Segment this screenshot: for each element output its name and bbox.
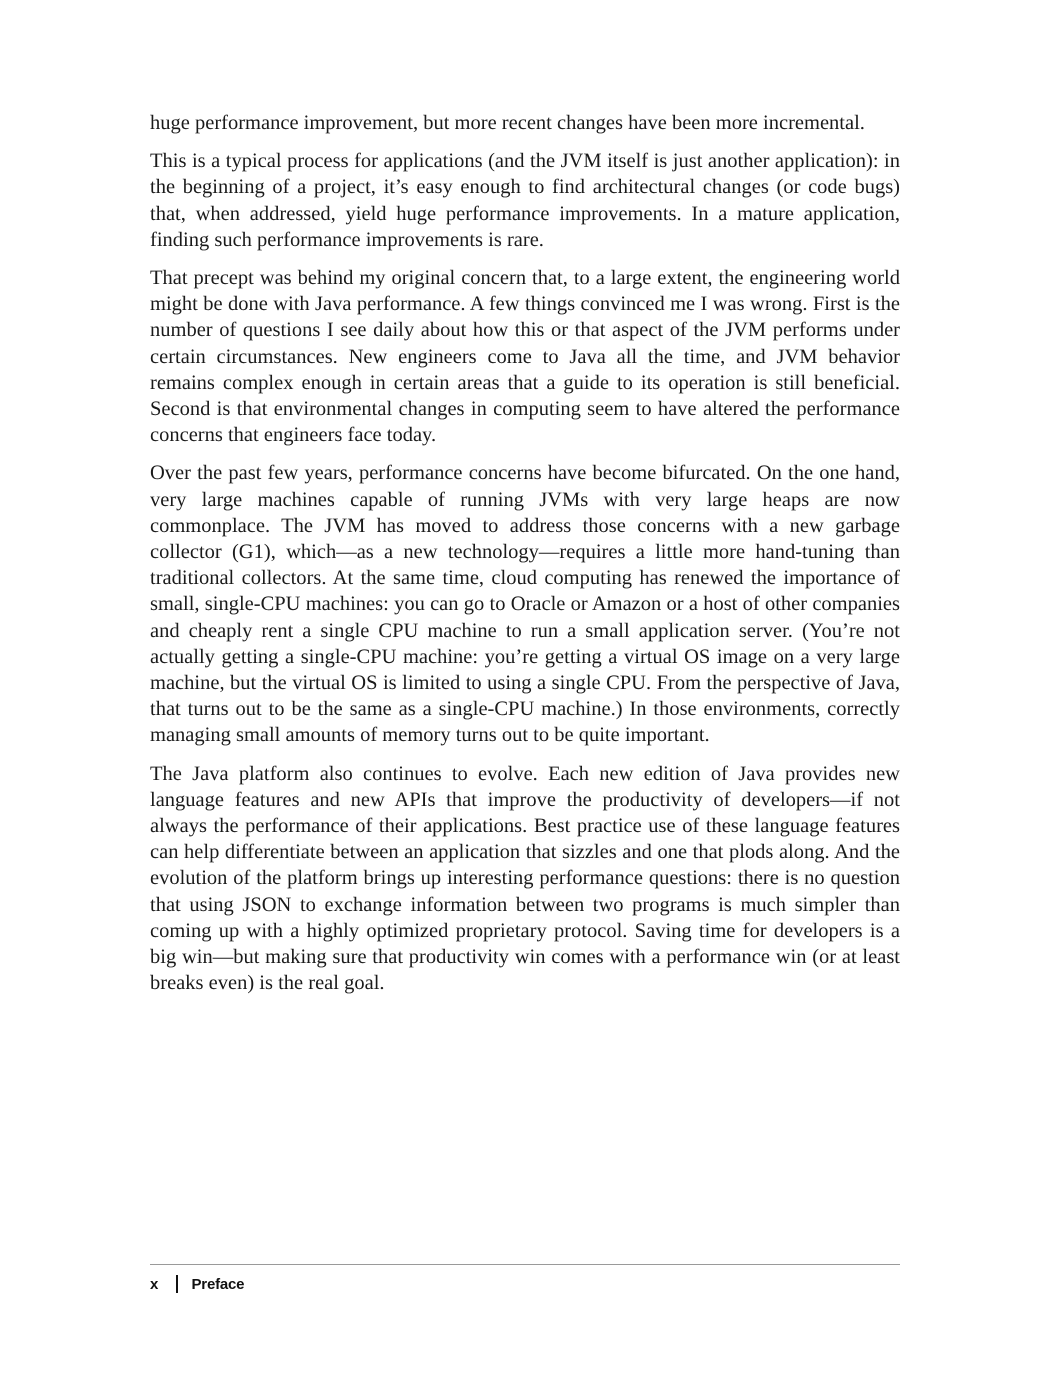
footer-separator (176, 1275, 178, 1293)
page-body (150, 110, 900, 1009)
paragraph: That precept was behind my original concern that, to a large extent, the engineering world might be done with Java performance. A few things convinced me I was wrong. First is the number of questions I see daily about how this or that aspect of the JVM performs under certain circumstances. New engineers come to Java all the time, and JVM behavior remains complex enough in certain areas that a guide to its operation is still beneficial. Second is that environmental changes in computing seem to have altered the performance concerns that engineers face today. (150, 267, 900, 447)
paragraph: Over the past few years, performance concerns have become bifurcated. On the one hand, very large machines capable of running JVMs with very large heaps are now commonplace. The JVM has moved to address those concerns with a new garbage collector (G1), which—as a new technology—requires a little more hand-tuning than traditional collectors. At the same time, cloud computing has renewed the importance of small, single-CPU machines: you can go to Oracle or Amazon or a host of other companies and cheaply rent a single CPU machine to run a small application server. (You’re not actually getting a single-CPU machine: you’re getting a virtual OS image on a very large machine, but the virtual OS is limited to using a single CPU. From the perspective of Java, that turns out to be the same as a single-CPU machine.) In those environments, correctly managing small amounts of memory turns out to be quite important. (150, 462, 900, 747)
page-number: x (150, 1275, 159, 1293)
paragraph: huge performance improvement, but more recent changes have been more incremental. (150, 112, 865, 134)
footer-divider (150, 1264, 900, 1265)
paragraph: This is a typical process for applications (and the JVM itself is just another application): in the beginning of a project, it’s easy enough to find architectural changes (or code bugs) that, when addressed, yield huge performance improvements. In a mature application, finding such performance improvements is rare. (150, 150, 900, 251)
section-title: Preface (191, 1275, 245, 1293)
paragraph: The Java platform also continues to evolve. Each new edition of Java provides new language features and new APIs that improve the productivity of developers—if not always the performance of their applications. Best practice use of these language features can help differentiate between an application that sizzles and one that plods along. And the evolution of the platform brings up interesting performance questions: there is no question that using JSON to exchange information between two programs is much simpler than coming up with a highly optimized proprietary protocol. Saving time for developers is a big win—but making sure that productivity win comes with a performance win (or at least breaks even) is the real goal. (150, 762, 900, 995)
page-footer (150, 1272, 244, 1296)
